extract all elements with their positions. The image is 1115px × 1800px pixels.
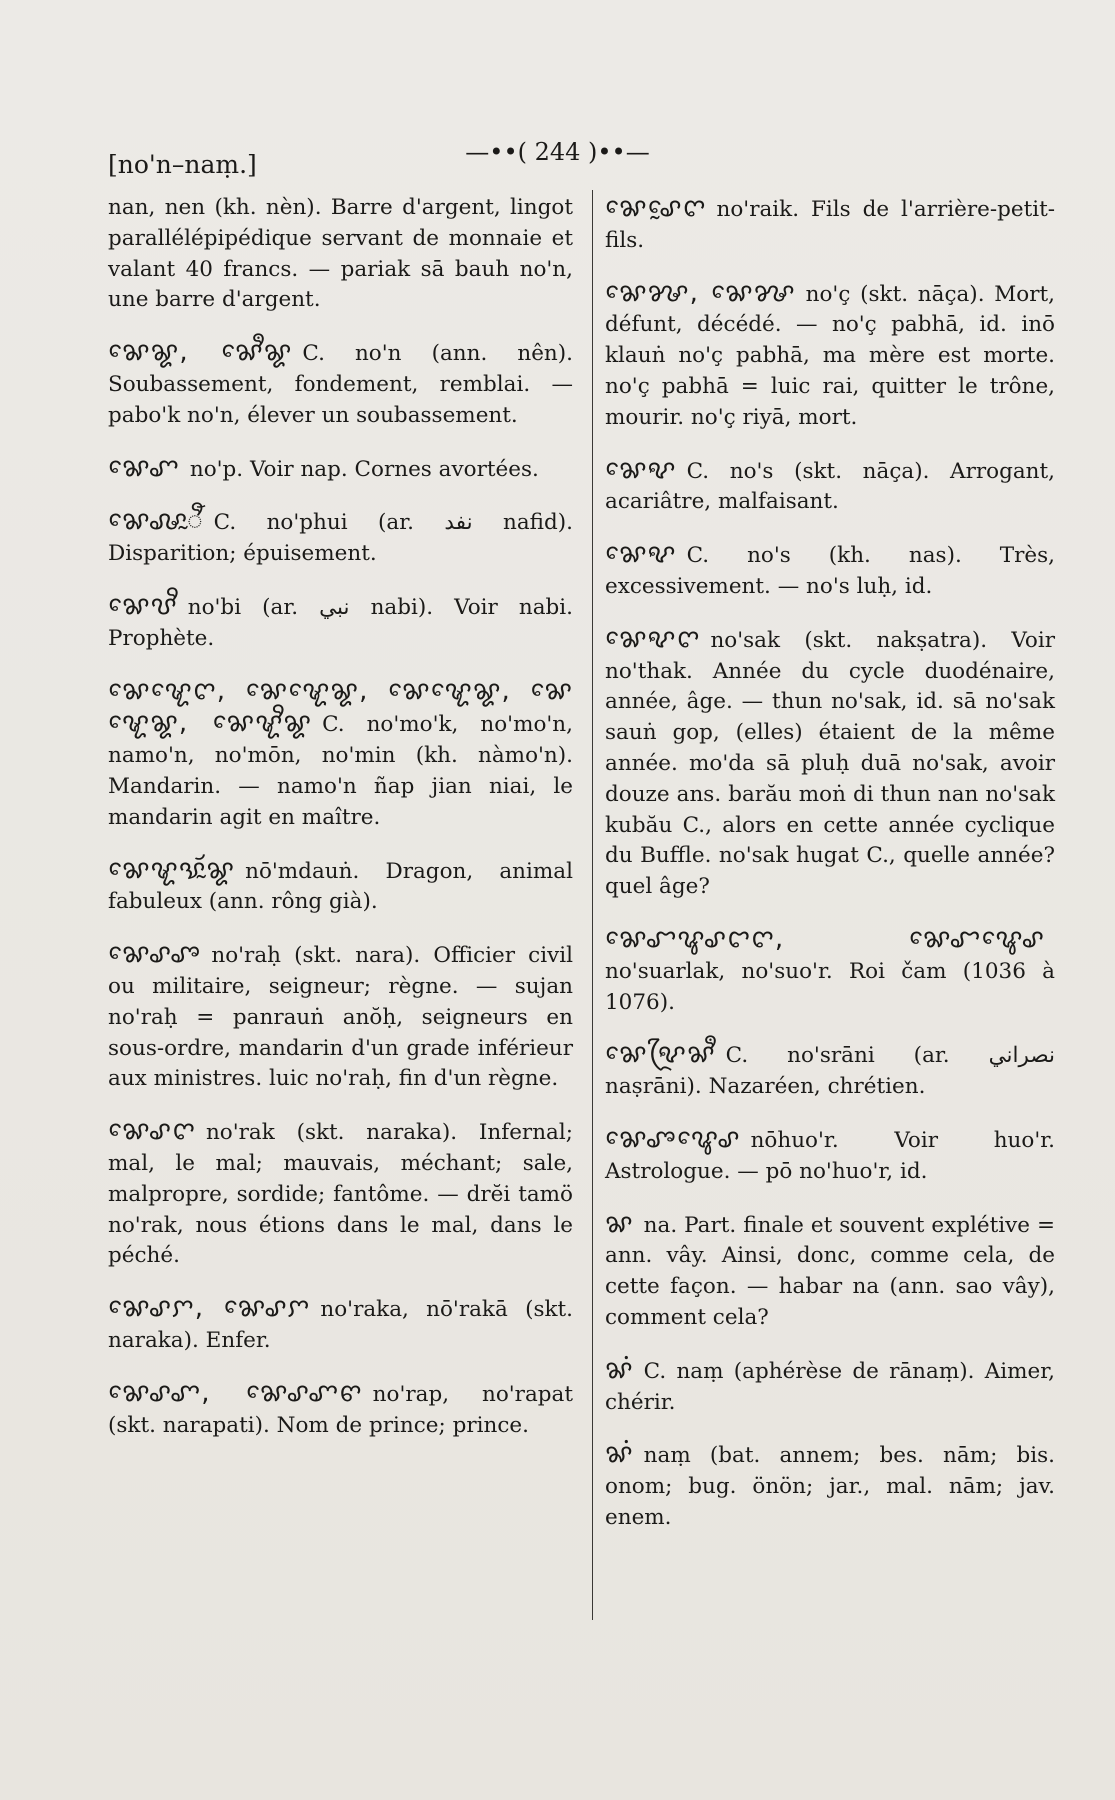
entry: ꨗꨯꨣꨚ, ꨗꨯꨣꨚꨓ no'rap, no'rapat (skt. narapati). Nom de prince; prince. [108, 1377, 573, 1438]
entry: ꨗꨯꨦꨴꨗꨫ C. no'srāni (ar. نصراني naṣrāni). Nazaréen, chrétien. [605, 1039, 1055, 1100]
cham-script: ꨗꨯꨠꨕꨮꨭꨘ [108, 854, 236, 885]
cham-script: ꨗ [605, 1208, 634, 1239]
entry: ꨗꨯꨠꨯꨈ, ꨗꨯꨠꨯꨘ, ꨗꨯꨠꨯꨘ, ꨗꨯꨠꨯꨘ, ꨗꨯꨠꨪꨘ C. no'mo'k, no'mo'n, namo'n, no'mōn, no'min (kh. nàmo'n). Mandarin. — namo'n ñap jian niai, le mandarin agit en maître. [108, 675, 573, 830]
left-column [108, 193, 573, 1462]
cham-script: ꨗꨯꨍ, ꨗꨯꨍ [605, 277, 796, 308]
cham-script: ꨗꨯꨜꨭꨬ [108, 506, 204, 537]
entry: ꨗꩌ naṃ (bat. annem; bes. nām; bis. onom; bug. önön; jar., mal. nām; jav. enem. [605, 1439, 1055, 1530]
entry: ꨗꨯꨍ, ꨗꨯꨍ no'ç (skt. nāça). Mort, défunt, décédé. — no'ç pabhā, id. inō klauṅ no'ç pabhā, ma mère est morte. no'ç pabhā = luic rai, quitter le trône, mourir. no'ç riyā, mort. [605, 277, 1055, 430]
entry: ꨗꨯꨠꨕꨮꨭꨘ nō'mdauṅ. Dragon, animal fabuleux (ann. rông già). [108, 854, 573, 915]
entry: ꨗꨯꨣꨆ, ꨗꨯꨣꨆ no'raka, nō'rakā (skt. naraka). Enfer. [108, 1293, 573, 1353]
entry: ꨗꨯꨚ no'p. Voir nap. Cornes avortées. [108, 452, 539, 483]
entry: ꨗꨯꨦ C. no's (skt. nāça). Arrogant, acariâtre, malfaisant. [605, 454, 1055, 515]
cham-script: ꨗꨯꨣꨨ [108, 939, 202, 970]
entry: ꨗꨯꨣꨈ no'rak (skt. naraka). Infernal; mal, le mal; mauvais, méchant; sale, malpropre, sordide; fantôme. — drĕi tamö no'rak, nous étions dans le mal, dans le péché. [108, 1116, 573, 1269]
cham-script: ꨗꨯꨚ [108, 452, 180, 483]
entry: nan, nen (kh. nèn). Barre d'argent, lingot parallélépipédique servant de monnaie et valant 40 francs. — pariak sā bauh no'n, une barre d'argent. [108, 195, 573, 313]
cham-script: ꨗꩌ [605, 1354, 634, 1385]
entry: ꨗꨯꨘ, ꨗꨯꨫꨘ C. no'n (ann. nên). Soubassement, fondement, remblai. — pabo'k no'n, élever un soubassement. [108, 337, 573, 428]
entry: ꨗꨯꨣꨰꨈ no'raik. Fils de l'arrière-petit-fils. [605, 193, 1055, 253]
column-divider [592, 190, 593, 1620]
cham-script: ꨗꨯꨧꨥꨣꨤꨈ, ꨗꨯꨧꨥꨯꨣ [605, 923, 1045, 954]
entry: ꨗꨯꨦ C. no's (kh. nas). Très, excessivement. — no's luḥ, id. [605, 539, 1055, 599]
cham-script: ꨗꨯꨦ [605, 539, 677, 570]
cham-script: ꨗꨯꨘ, ꨗꨯꨫꨘ [108, 337, 293, 368]
page-number: —••( 244 )••— [465, 138, 650, 166]
entry: ꨗꨯꨜꨭꨬ C. no'phui (ar. نفد nafid). Disparition; épuisement. [108, 506, 573, 567]
cham-script: ꨗꨯꨦꨴꨗꨫ [605, 1039, 716, 1070]
entry: ꨗꨯꨨꨥꨯꨣ nōhuo'r. Voir huo'r. Astrologue. — pō no'huo'r, id. [605, 1123, 1055, 1184]
cham-script: ꨗꨯꨠꨯꨈ, ꨗꨯꨠꨯꨘ, ꨗꨯꨠꨯꨘ, ꨗꨯꨠꨯꨘ, ꨗꨯꨠꨪꨘ [108, 675, 573, 739]
entry: ꨗꨯꨦꨈ no'sak (skt. nakṣatra). Voir no'thak. Année du cycle duodénaire, année, âge. — thun no'sak, id. sā no'sak sauṅ gop, (elles) étaient de la même année. mo'da sā pluḥ duā no'sak, avoir douze ans. barău moṅ di thun nan no'sak kubău C., alors en cette année cyclique du Buffle. no'sak hugat C., quelle année? quel âge? [605, 623, 1055, 900]
cham-script: ꨗꨯꨝꨪ [108, 590, 178, 621]
cham-script: ꨗꨯꨦꨈ [605, 623, 701, 654]
cham-script: ꨗꨯꨨꨥꨯꨣ [605, 1123, 741, 1154]
entry: ꨗꨯꨝꨪ no'bi (ar. نبي nabi). Voir nabi. Prophète. [108, 590, 573, 651]
cham-script: ꨗꩌ [605, 1439, 634, 1470]
cham-script: ꨗꨯꨣꨰꨈ [605, 193, 707, 223]
cham-script: ꨗꨯꨣꨈ [108, 1116, 196, 1147]
entry: ꨗ na. Part. finale et souvent explétive = ann. vây. Ainsi, donc, comme cela, de cette façon. — habar na (ann. sao vây), comment cela? [605, 1208, 1055, 1330]
right-column [605, 193, 1055, 1555]
cham-script: ꨗꨯꨣꨆ, ꨗꨯꨣꨆ [108, 1293, 311, 1324]
running-head-range: [no'n–naṃ.] [108, 150, 257, 179]
entry: ꨗꨯꨣꨨ no'raḥ (skt. nara). Officier civil ou militaire, seigneur; règne. — sujan no'raḥ = panrauṅ anŏḥ, seigneurs en sous-ordre, mandarin d'un grade inférieur aux ministres. luic no'raḥ, fin d'un règne. [108, 939, 573, 1092]
cham-script: ꨗꨯꨦ [605, 454, 677, 485]
entry: ꨗꨯꨧꨥꨣꨤꨈ, ꨗꨯꨧꨥꨯꨣno'suarlak, no'suo'r. Roi čam (1036 à 1076). [605, 923, 1055, 1015]
cham-script: ꨗꨯꨣꨚ, ꨗꨯꨣꨚꨓ [108, 1377, 363, 1408]
entry: ꨗꩌ C. naṃ (aphérèse de rānaṃ). Aimer, chérir. [605, 1354, 1055, 1415]
